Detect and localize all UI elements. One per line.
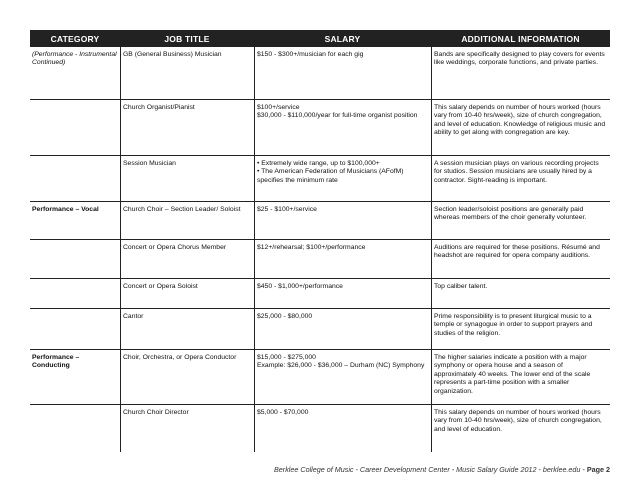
table-row (30, 279, 610, 309)
salary-line: $15,000 - $275,000 (257, 354, 316, 361)
job-title-cell: GB (General Business) Musician (120, 47, 254, 99)
job-title-cell: Concert or Opera Chorus Member (120, 240, 254, 278)
salary-cell (254, 240, 431, 278)
salary-line: Example: $26,000 - $36,000 – Durham (NC) Symphony (257, 362, 425, 370)
salary-line: $450 - $1,000+/performance (257, 283, 343, 290)
category-cell (30, 279, 120, 308)
page-number: Page 2 (586, 465, 610, 474)
salary-line: $5,000 - $70,000 (257, 409, 309, 416)
salary-line: • The American Federation of Musicians (AFofM) specifies the minimum rate (257, 168, 404, 184)
salary-cell (254, 100, 431, 155)
info-cell: Section leader/soloist positions are generally paid whereas members of the choir generally volunteer. (431, 202, 610, 239)
job-title-cell: Choir, Orchestra, or Opera Conductor (120, 350, 254, 404)
job-title-cell: Church Choir Director (120, 405, 254, 452)
info-cell: The higher salaries indicate a position with a major symphony or opera house and a season of approximately 40 weeks. The lower end of the scale represents a part-time position with a smaller organization. (431, 350, 610, 404)
job-title-cell: Session Musician (120, 156, 254, 201)
table-row (30, 309, 610, 350)
table-row (30, 156, 610, 202)
category-cell (30, 309, 120, 349)
category-cell (30, 405, 120, 452)
salary-line: $30,000 - $110,000/year for full-time organist position (257, 112, 418, 120)
table-row (30, 240, 610, 279)
job-title-cell: Concert or Opera Soloist (120, 279, 254, 308)
info-cell: Auditions are required for these positions. Résumé and headshot are required for opera company auditions. (431, 240, 610, 278)
info-cell: This salary depends on number of hours worked (hours vary from 10-40 hrs/week), size of church congregation, and level of education. (431, 405, 610, 452)
salary-line: $100+/service (257, 104, 300, 111)
info-cell: Bands are specifically designed to play covers for events like weddings, corporate functions, and private parties. (431, 47, 610, 99)
salary-line: $25 - $100+/service (257, 206, 317, 213)
info-cell: This salary depends on number of hours worked (hours vary from 10-40 hrs/week), size of church congregation, and level of education. Knowledge of religious music and ability to get along with congregation are key. (431, 100, 610, 155)
info-cell: A session musician plays on various recording projects for studios. Session musicians are usually hired by a contractor. Sight-reading is important. (431, 156, 610, 201)
salary-cell (254, 350, 431, 404)
category-cell (30, 100, 120, 155)
table-row (30, 350, 610, 405)
table-row (30, 202, 610, 240)
job-title-cell: Church Organist/Pianist (120, 100, 254, 155)
salary-cell (254, 202, 431, 239)
info-cell: Top caliber talent. (431, 279, 610, 308)
salary-cell (254, 309, 431, 349)
category-cell (30, 240, 120, 278)
salary-line: $12+/rehearsal; $100+/performance (257, 244, 366, 251)
salary-cell (254, 405, 431, 452)
salary-table (30, 30, 610, 452)
category-cell: Performance – Conducting (32, 354, 80, 370)
salary-cell (254, 279, 431, 308)
info-cell: Prime responsibility is to present liturgical music to a temple or synagogue in order to support prayers and studies of the religion. (431, 309, 610, 349)
salary-cell (254, 47, 431, 99)
salary-cell (254, 156, 431, 201)
footer-text: Berklee College of Music - Career Development Center - Music Salary Guide 2012 - berklee.edu - (274, 465, 587, 474)
category-cell (30, 156, 120, 201)
header-salary: SALARY (324, 33, 361, 44)
category-cell: Performance – Vocal (32, 206, 99, 213)
page-footer (274, 465, 610, 474)
header-category: CATEGORY (50, 33, 100, 44)
table-row (30, 405, 610, 452)
job-title-cell: Church Choir – Section Leader/ Soloist (120, 202, 254, 239)
table-header (30, 30, 610, 47)
table-row (30, 100, 610, 156)
category-cell: (Performance - Instrumental Continued) (32, 51, 117, 67)
header-additional-information: ADDITIONAL INFORMATION (461, 33, 580, 44)
salary-line: $150 - $300+/musician for each gig (257, 51, 364, 58)
table-row (30, 47, 610, 100)
job-title-cell: Cantor (120, 309, 254, 349)
salary-line: $25,000 - $80,000 (257, 313, 313, 320)
salary-line: • Extremely wide range, up to $100,000+ (257, 160, 380, 167)
header-job-title: JOB TITLE (164, 33, 210, 44)
